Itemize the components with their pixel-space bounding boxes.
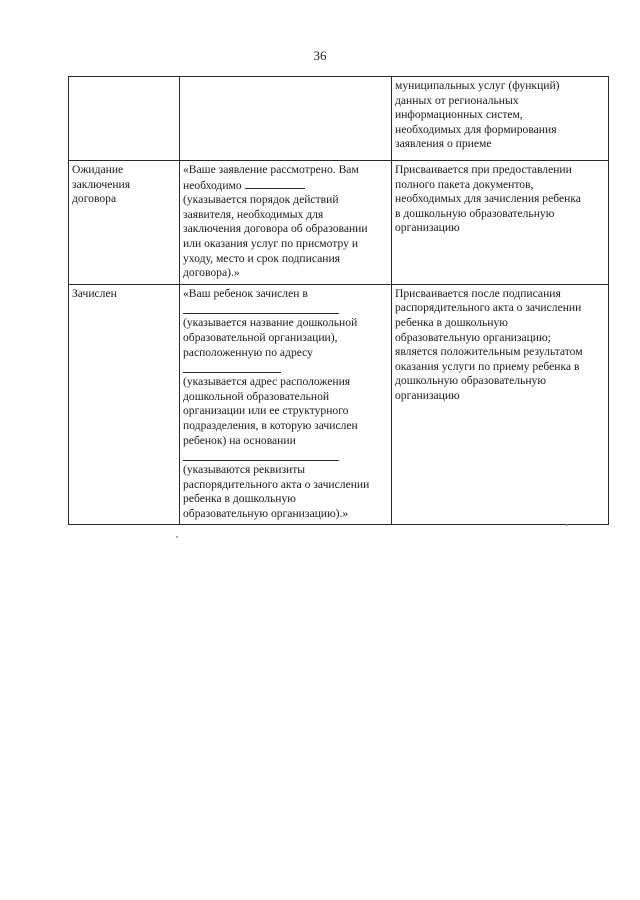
- text-line: в дошкольную образовательную: [395, 206, 555, 220]
- text-line: организацию: [395, 221, 460, 235]
- fill-in-blank: [183, 448, 339, 461]
- text-line: полного пакета документов,: [395, 177, 534, 191]
- text-line: (указывается адрес расположения: [183, 375, 351, 389]
- page-number: 36: [313, 48, 327, 63]
- text-line: образовательную организацию).»: [183, 506, 349, 520]
- text-line: ребенок) на основании: [183, 433, 296, 447]
- text-line: распорядительного акта о зачислении: [395, 301, 582, 315]
- description-cell: [392, 161, 609, 285]
- text-line: «Ваше заявление рассмотрено. Вам: [183, 163, 359, 176]
- text-fragment: необходимо: [183, 178, 242, 192]
- text-line: или оказания услуг по присмотру и: [183, 236, 359, 250]
- text-line: «Ваш ребенок зачислен в: [183, 286, 308, 300]
- text-line: (указываются реквизиты: [183, 463, 306, 477]
- text-line: заявления о приеме: [395, 137, 492, 151]
- text-line: организации или ее структурного: [183, 404, 349, 418]
- text-line: заявителя, необходимых для: [183, 207, 324, 221]
- status-cell: [69, 77, 180, 161]
- text-line: муниципальных услуг (функций): [395, 79, 560, 92]
- text-line: [183, 178, 388, 194]
- description-cell: [392, 284, 609, 525]
- scan-speck: [176, 536, 178, 538]
- message-cell: [180, 284, 392, 525]
- text-line: расположенную по адресу: [183, 345, 313, 359]
- text-line: дошкольную образовательную: [395, 374, 547, 388]
- text-line: подразделения, в которую зачислен: [183, 418, 358, 432]
- text-line: образовательной организации),: [183, 330, 338, 344]
- text-line: организацию: [395, 388, 460, 402]
- status-label: заключения: [72, 177, 131, 191]
- text-line: ребенка в дошкольную: [183, 492, 296, 506]
- status-cell: [69, 284, 180, 525]
- text-line: является положительным результатом: [395, 345, 583, 359]
- text-line: дошкольной образовательной: [183, 389, 330, 403]
- status-table: [68, 76, 609, 525]
- status-label: Ожидание: [72, 163, 124, 176]
- text-line: необходимых для зачисления ребенка: [395, 192, 581, 206]
- text-line: (указывается порядок действий: [183, 193, 339, 207]
- text-line: информационных систем,: [395, 108, 523, 122]
- text-line: оказания услуги по приему ребенка в: [395, 359, 580, 373]
- status-label: договора: [72, 192, 117, 206]
- status-cell: [69, 161, 180, 285]
- text-line: необходимых для формирования: [395, 122, 557, 136]
- message-cell: [180, 161, 392, 285]
- status-label: Зачислен: [72, 286, 117, 300]
- text-line: образовательную организацию;: [395, 330, 551, 344]
- description-cell: [392, 77, 609, 161]
- fill-in-blank: [183, 301, 339, 314]
- text-line: данных от региональных: [395, 93, 519, 107]
- text-line: ребенка в дошкольную: [395, 315, 508, 329]
- fill-in-blank: [183, 360, 281, 373]
- fill-in-blank: [245, 178, 305, 189]
- scan-speck: [566, 524, 568, 526]
- text-line: Присваивается при предоставлении: [395, 163, 572, 176]
- text-line: заключения договора об образовании: [183, 222, 368, 236]
- text-line: (указывается название дошкольной: [183, 316, 358, 330]
- table-row: [69, 161, 609, 285]
- message-cell: [180, 77, 392, 161]
- text-line: договора).»: [183, 266, 240, 280]
- table-row: [69, 77, 609, 161]
- table-row: [69, 284, 609, 525]
- text-line: уходу, место и срок подписания: [183, 251, 340, 265]
- text-line: распорядительного акта о зачислении: [183, 477, 370, 491]
- text-line: Присваивается после подписания: [395, 286, 561, 300]
